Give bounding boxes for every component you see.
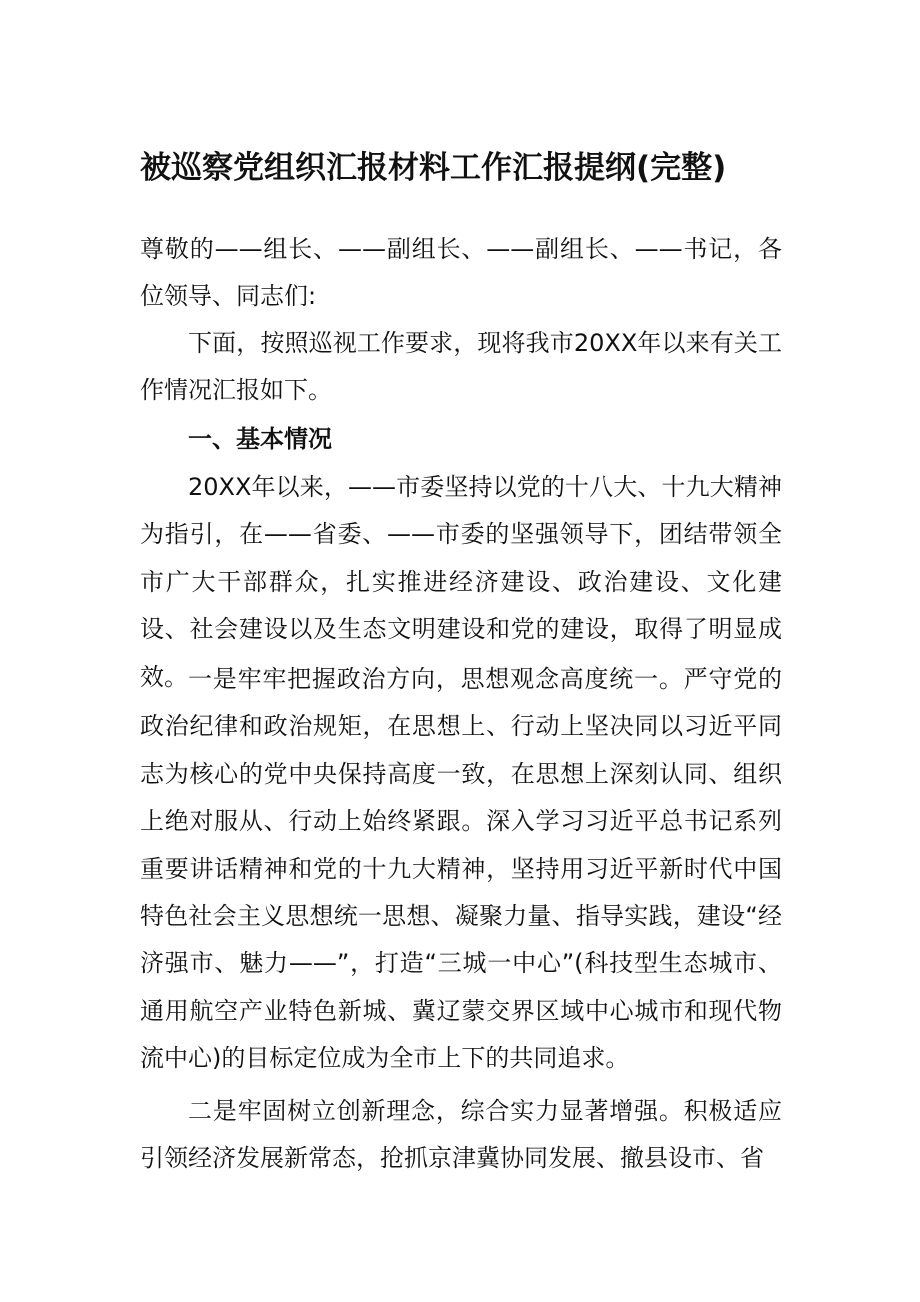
- body-paragraph: 一是牢牢把握政治方向，思想观念高度统一。严守党的政治纪律和政治规矩，在思想上、行动上坚决同以习近平同志为核心的党中央保持高度一致，在思想上深刻认同、组织上绝对服从、行动上始终紧跟。深入学习习近平总书记系列重要讲话精神和党的十九大精神，坚持用习近平新时代中国特色社会主义思想统一思想、凝聚力量、指导实践，建设“经济强市、魅力——”，打造“三城一中心”(科技型生态城市、通用航空产业特色新城、冀辽蒙交界区域中心城市和现代物流中心)的目标定位成为全市上下的共同追求。: [140, 665, 782, 1073]
- document-title: 被巡察党组织汇报材料工作汇报提纲(完整): [140, 150, 727, 186]
- salutation-paragraph: 尊敬的——组长、——副组长、——副组长、——书记，各位领导、同志们:: [140, 235, 782, 311]
- section-heading: 一、基本情况: [188, 425, 332, 453]
- body-paragraph: 20XX年以来，——市委坚持以党的十八大、十九大精神为指引，在——省委、——市委的坚强领导下，团结带领全市广大干部群众，扎实推进经济建设、政治建设、文化建设、社会建设以及生态文明建设和党的建设，取得了明显成效。: [140, 473, 782, 691]
- body-paragraph: 二是牢固树立创新理念，综合实力显著增强。积极适应引领经济发展新常态，抢抓京津冀协同发展、撤县设市、省: [140, 1097, 782, 1173]
- intro-paragraph: 下面，按照巡视工作要求，现将我市20XX年以来有关工作情况汇报如下。: [140, 329, 782, 405]
